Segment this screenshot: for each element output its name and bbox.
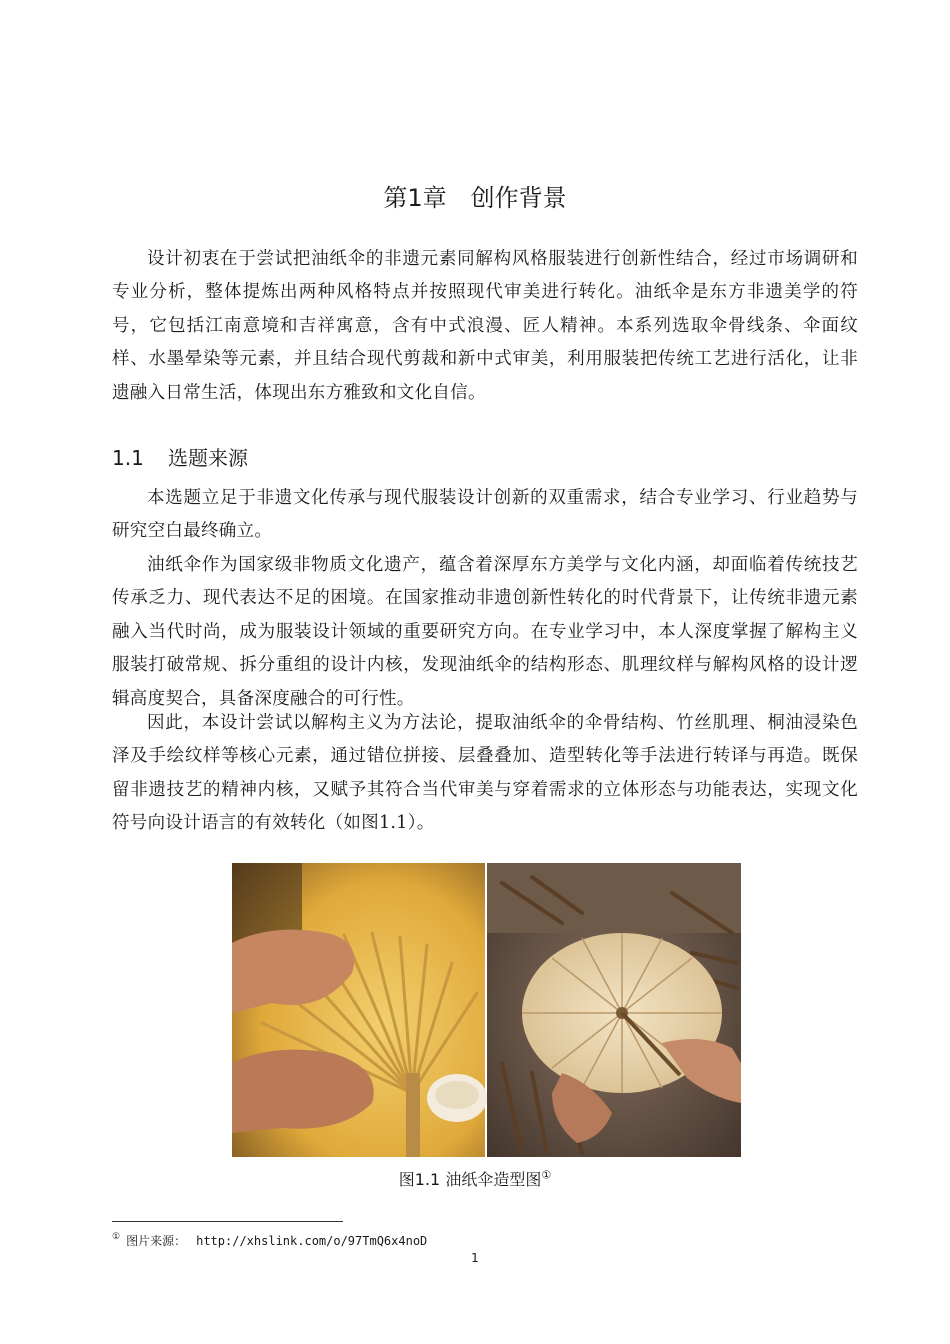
- chapter-title: 第1章 创作背景: [383, 184, 567, 212]
- footnote-label: 图片来源：: [126, 1234, 187, 1248]
- figure-oil-paper-umbrella: [232, 863, 741, 1157]
- footnote-reference: ①: [541, 1168, 552, 1182]
- body-paragraph: 油纸伞作为国家级非物质文化遗产，蕴含着深厚东方美学与文化内涵，却面临着传统技艺传承乏力、现代表达不足的困境。在国家推动非遗创新性转化的时代背景下，让传统非遗元素融入当代时尚，成为服装设计领域的重要研究方向。在专业学习中，本人深度掌握了解构主义服装打破常规、拆分重组的设计内核，发现油纸伞的结构形态、肌理纹样与解构风格的设计逻辑高度契合，具备深度融合的可行性。: [112, 555, 858, 709]
- section-heading: [112, 442, 248, 471]
- figure-caption: [0, 1167, 950, 1190]
- footnote-separator: [112, 1221, 343, 1222]
- figure-caption-text: 图1.1 油纸伞造型图: [398, 1170, 542, 1189]
- intro-paragraph: 设计初衷在于尝试把油纸伞的非遗元素同解构风格服装进行创新性结合，经过市场调研和专业分析，整体提炼出两种风格特点并按照现代审美进行转化。油纸伞是东方非遗美学的符号，它包括江南意境和吉祥寓意，含有中式浪漫、匠人精神。本系列选取伞骨线条、伞面纹样、水墨晕染等元素，并且结合现代剪裁和新中式审美，利用服装把传统工艺进行活化，让非遗融入日常生活，体现出东方雅致和文化自信。: [112, 249, 858, 403]
- section-title: 选题来源: [168, 446, 248, 470]
- body-paragraph: 本选题立足于非遗文化传承与现代服装设计创新的双重需求，结合专业学习、行业趋势与研究空白最终确立。: [112, 488, 858, 542]
- footnote-mark: ①: [112, 1232, 121, 1242]
- footnote: [112, 1232, 427, 1249]
- body-paragraph: 因此，本设计尝试以解构主义为方法论，提取油纸伞的伞骨结构、竹丝肌理、桐油浸染色泽及手绘纹样等核心元素，通过错位拼接、层叠叠加、造型转化等手法进行转译与再造。既保留非遗技艺的精神内核，又赋予其符合当代审美与穿着需求的立体形态与功能表达，实现文化符号向设计语言的有效转化（如图1.1）。: [112, 713, 858, 834]
- footnote-url: http://xhslink.com/o/97TmQ6x4noD: [196, 1234, 428, 1248]
- section-number: 1.1: [112, 446, 144, 470]
- page-number: 1: [471, 1251, 479, 1265]
- right-photo: [487, 863, 741, 1157]
- left-photo: [232, 863, 487, 1157]
